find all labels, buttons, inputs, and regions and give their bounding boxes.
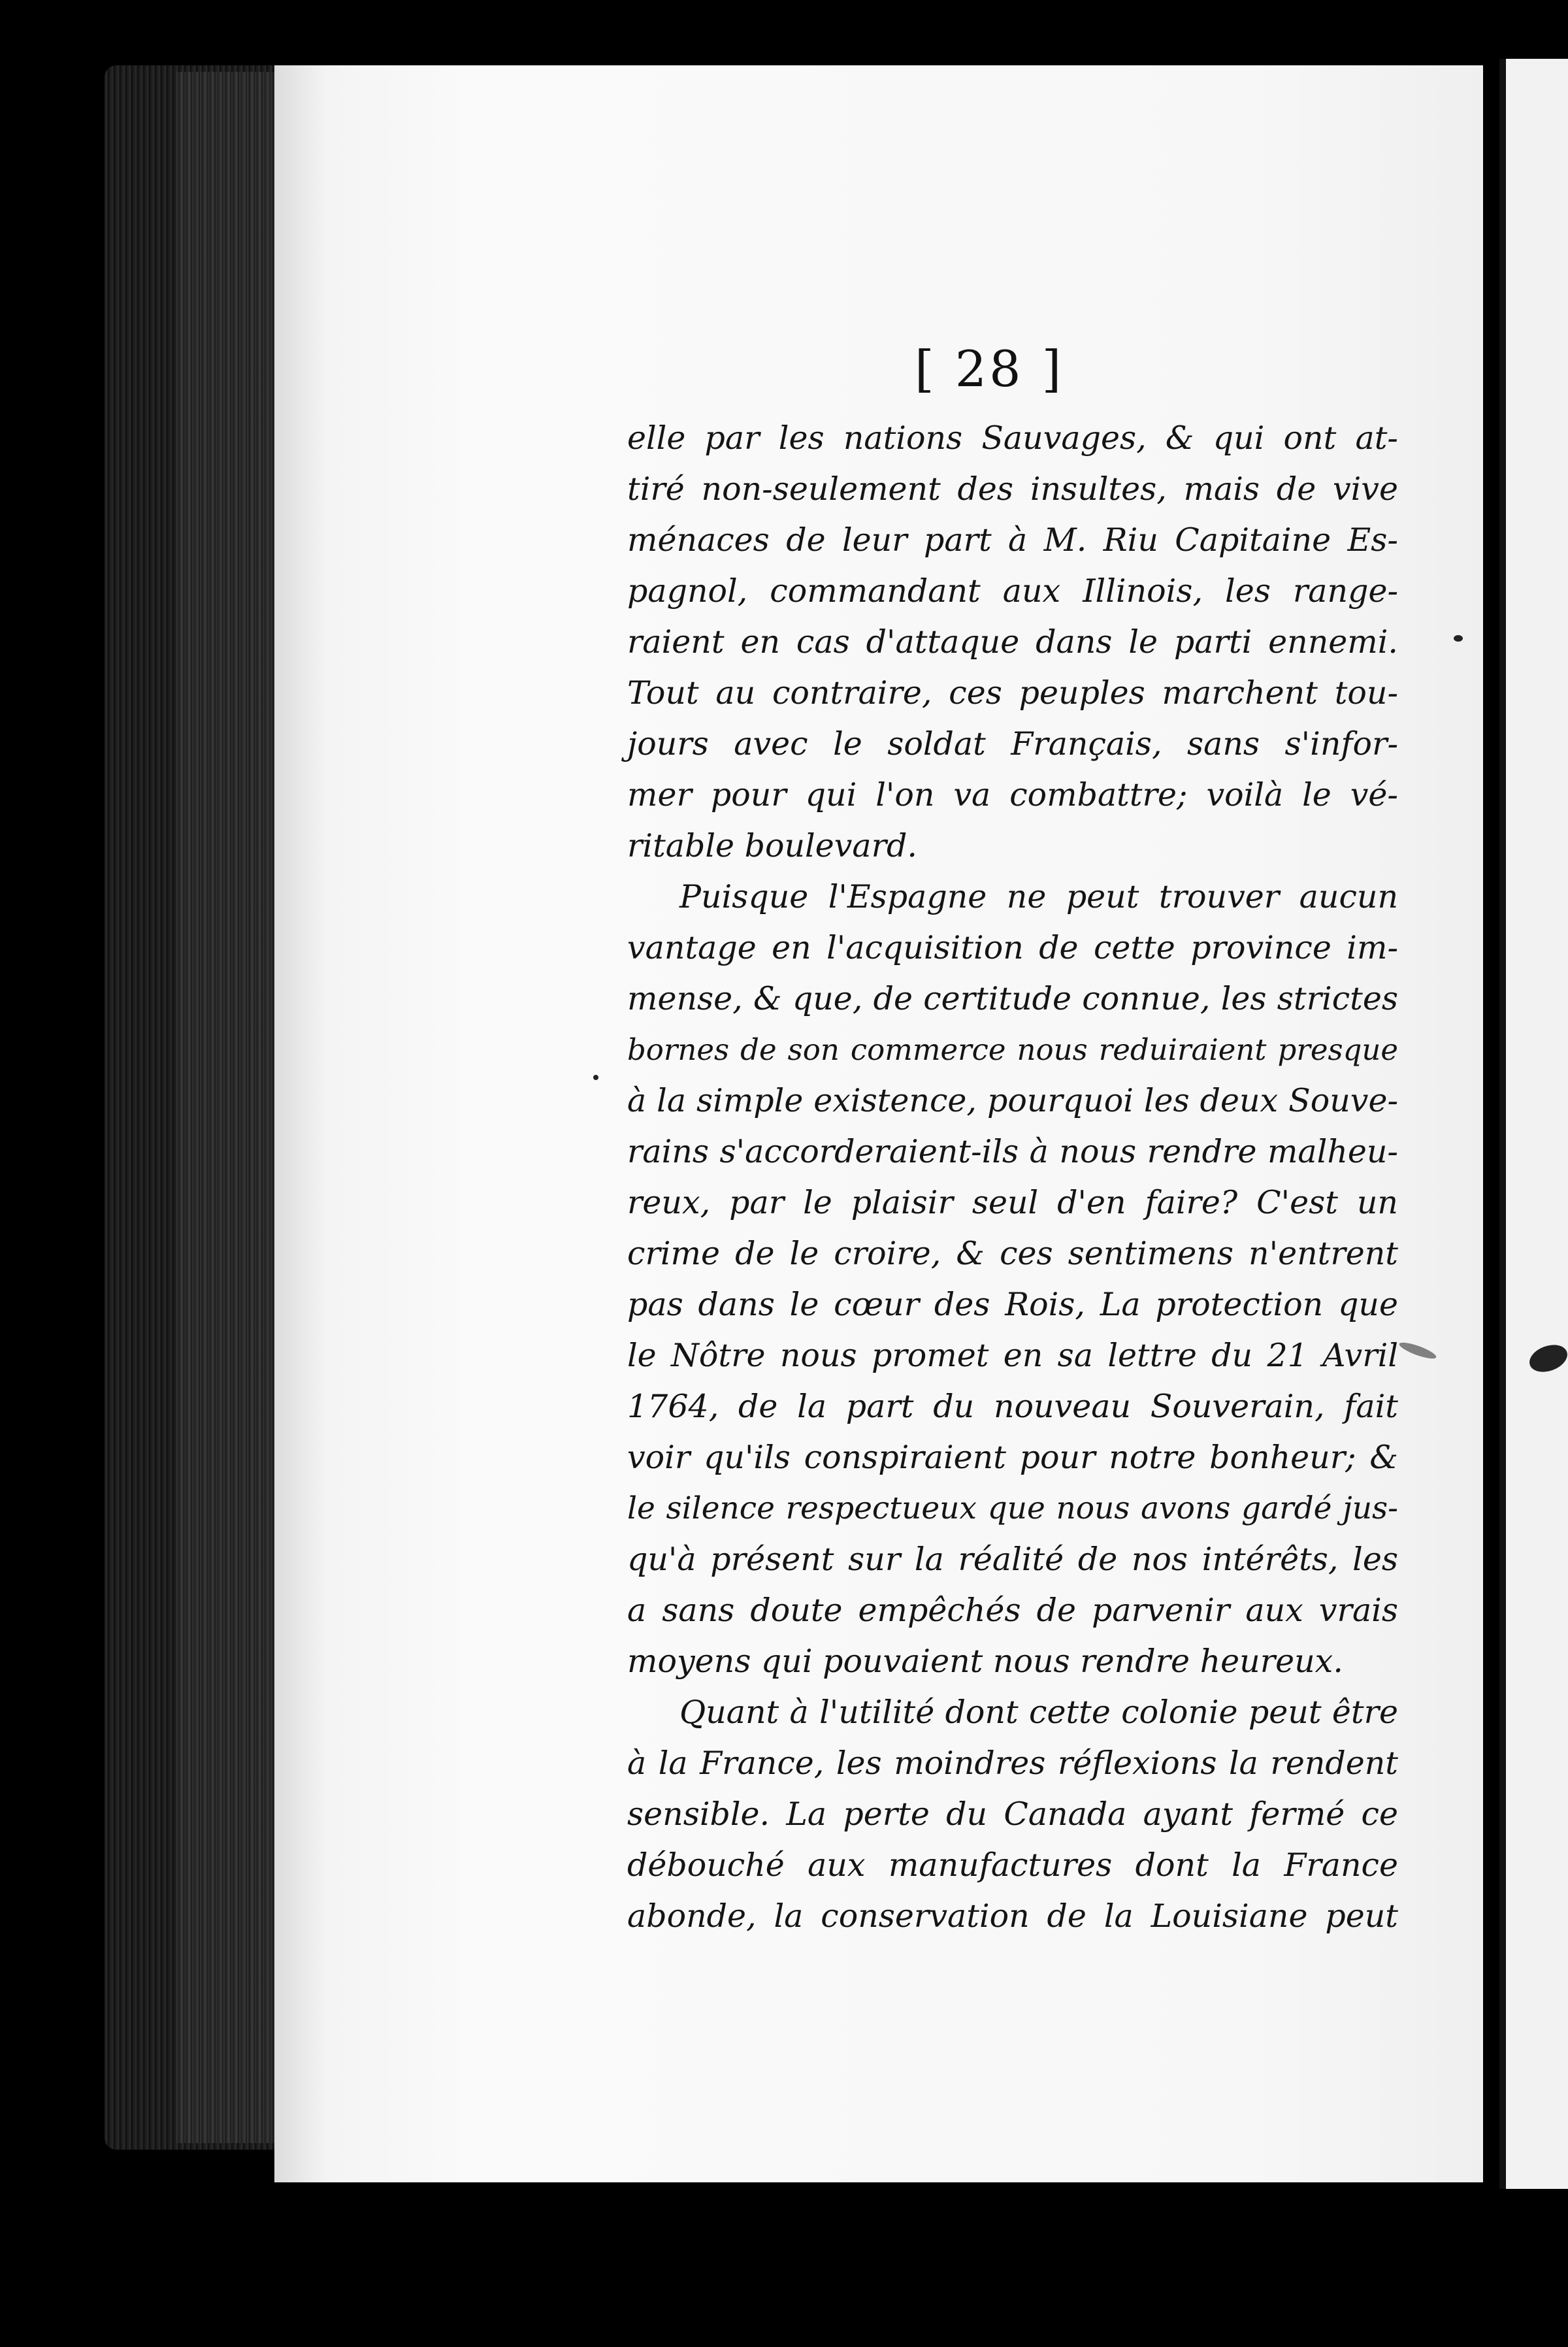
facing-page-edge	[1499, 59, 1568, 2189]
text-line: reux, par le plaisir seul d'en faire? C'est un	[627, 1184, 1398, 1221]
text-line: moyens qui pouvaient nous rendre heureux.	[627, 1643, 1343, 1680]
text-line: tiré non-seulement des insultes, mais de vive	[627, 470, 1398, 508]
text-line: vantage en l'acquisition de cette province im-	[627, 929, 1398, 966]
ink-dot	[593, 1075, 598, 1080]
text-line: Puisque l'Espagne ne peut trouver aucun	[679, 878, 1398, 915]
text-line: qu'à présent sur la réalité de nos intérêts, les	[627, 1541, 1398, 1578]
text-line: débouché aux manufactures dont la France	[627, 1846, 1398, 1884]
text-line: Tout au contraire, ces peuples marchent tou-	[627, 674, 1398, 712]
text-line: 1764, de la part du nouveau Souverain, fait	[627, 1388, 1398, 1425]
text-line: ménaces de leur part à M. Riu Capitaine Es-	[627, 521, 1398, 559]
body-text	[627, 413, 1398, 1942]
text-line: ritable boulevard.	[627, 827, 917, 864]
text-line: elle par les nations Sauvages, & qui ont at-	[627, 419, 1398, 457]
text-line: pas dans le cœur des Rois, La protection que	[627, 1286, 1398, 1323]
text-line: Quant à l'utilité dont cette colonie peut être	[679, 1694, 1398, 1731]
text-line: le silence respectueux que nous avons gardé jus-	[627, 1490, 1398, 1526]
text-line: rains s'accorderaient-ils à nous rendre malheu-	[627, 1133, 1398, 1170]
text-line: le Nôtre nous promet en sa lettre du 21 Avril	[627, 1337, 1398, 1374]
text-line: pagnol, commandant aux Illinois, les range-	[627, 572, 1398, 610]
text-line: crime de le croire, & ces sentimens n'entrent	[627, 1235, 1398, 1272]
text-line: jours avec le soldat Français, sans s'infor-	[627, 725, 1398, 763]
text-line: raient en cas d'attaque dans le parti ennemi.	[627, 623, 1398, 661]
text-line: a sans doute empêchés de parvenir aux vrais	[627, 1592, 1398, 1629]
ink-speck	[1454, 635, 1463, 642]
book-page-stack	[176, 72, 274, 2143]
text-line: sensible. La perte du Canada ayant fermé ce	[627, 1796, 1398, 1833]
text-line: mense, & que, de certitude connue, les strictes	[627, 980, 1398, 1017]
text-line: bornes de son commerce nous reduiraient presque	[627, 1032, 1398, 1067]
text-line: voir qu'ils conspiraient pour notre bonheur; &	[627, 1439, 1398, 1476]
text-line: à la France, les moindres réflexions la rendent	[627, 1745, 1398, 1782]
text-line: à la simple existence, pourquoi les deux Souve-	[627, 1082, 1398, 1119]
page-number-header: [ 28 ]	[915, 340, 1064, 398]
text-line: mer pour qui l'on va combattre; voilà le vé-	[627, 776, 1398, 813]
text-line: abonde, la conservation de la Louisiane peut	[627, 1897, 1398, 1935]
